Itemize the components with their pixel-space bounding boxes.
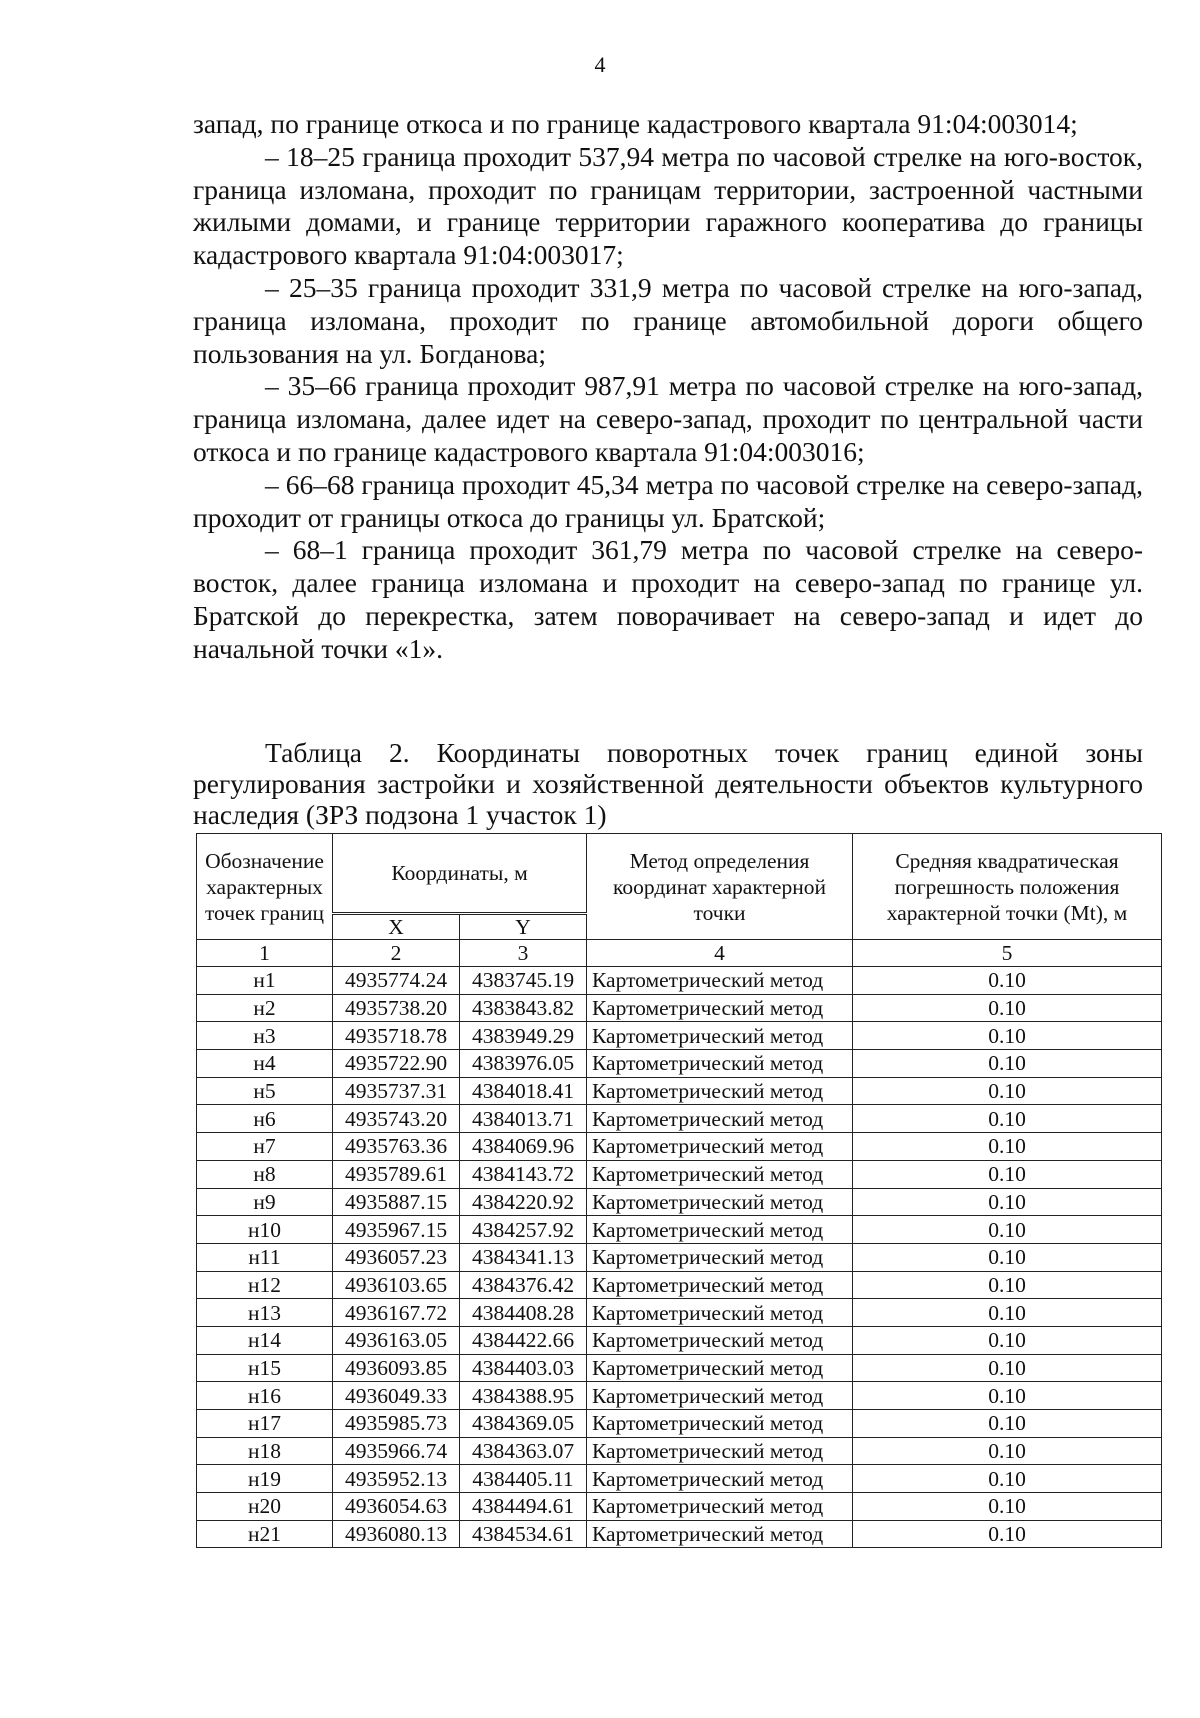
paragraph-continuation: запад, по границе откоса и по границе кадастрового квартала 91:04:003014;	[193, 108, 1078, 139]
table-row	[197, 1410, 1162, 1438]
table-row	[197, 1271, 1162, 1299]
header-coordinates: Координаты, м	[333, 834, 587, 914]
method-cell: Картометрический метод	[587, 1520, 853, 1548]
point-cell: н7	[197, 1133, 333, 1161]
method-cell: Картометрический метод	[587, 1326, 853, 1354]
y-coordinate-cell: 4384220.92	[460, 1188, 587, 1216]
method-cell: Картометрический метод	[587, 967, 853, 995]
table-body	[197, 967, 1162, 1548]
boundary-description	[193, 108, 1143, 666]
table-row	[197, 1105, 1162, 1133]
method-cell: Картометрический метод	[587, 1354, 853, 1382]
method-cell: Картометрический метод	[587, 1382, 853, 1410]
coordinates-table	[196, 833, 1162, 1548]
y-coordinate-cell: 4384376.42	[460, 1271, 587, 1299]
x-coordinate-cell: 4935763.36	[333, 1133, 460, 1161]
column-number: 3	[460, 940, 587, 967]
point-cell: н5	[197, 1077, 333, 1105]
method-cell: Картометрический метод	[587, 1050, 853, 1078]
table-row	[197, 1133, 1162, 1161]
point-cell: н14	[197, 1326, 333, 1354]
method-cell: Картометрический метод	[587, 1299, 853, 1327]
y-coordinate-cell: 4383949.29	[460, 1022, 587, 1050]
error-cell: 0.10	[853, 1465, 1162, 1493]
x-coordinate-cell: 4936093.85	[333, 1354, 460, 1382]
point-cell: н4	[197, 1050, 333, 1078]
table-row	[197, 1022, 1162, 1050]
error-cell: 0.10	[853, 1216, 1162, 1244]
point-cell: н17	[197, 1410, 333, 1438]
error-cell: 0.10	[853, 1354, 1162, 1382]
paragraph-segment-66-68: – 66–68 граница проходит 45,34 метра по часовой стрелке на северо-запад, проходит от границы откоса до границы ул. Братской;	[193, 468, 1143, 533]
y-coordinate-cell: 4384013.71	[460, 1105, 587, 1133]
error-cell: 0.10	[853, 1437, 1162, 1465]
table-row	[197, 1437, 1162, 1465]
method-cell: Картометрический метод	[587, 1105, 853, 1133]
y-coordinate-cell: 4384069.96	[460, 1133, 587, 1161]
error-cell: 0.10	[853, 1326, 1162, 1354]
x-coordinate-cell: 4936057.23	[333, 1243, 460, 1271]
x-coordinate-cell: 4936080.13	[333, 1520, 460, 1548]
table-row	[197, 1216, 1162, 1244]
header-y: Y	[460, 914, 587, 940]
x-coordinate-cell: 4935967.15	[333, 1216, 460, 1244]
error-cell: 0.10	[853, 1299, 1162, 1327]
error-cell: 0.10	[853, 1105, 1162, 1133]
table-row	[197, 1465, 1162, 1493]
error-cell: 0.10	[853, 1050, 1162, 1078]
x-coordinate-cell: 4935966.74	[333, 1437, 460, 1465]
y-coordinate-cell: 4384369.05	[460, 1410, 587, 1438]
point-cell: н15	[197, 1354, 333, 1382]
y-coordinate-cell: 4383745.19	[460, 967, 587, 995]
method-cell: Картометрический метод	[587, 1160, 853, 1188]
column-number: 2	[333, 940, 460, 967]
x-coordinate-cell: 4935722.90	[333, 1050, 460, 1078]
table-row	[197, 1050, 1162, 1078]
error-cell: 0.10	[853, 1077, 1162, 1105]
x-coordinate-cell: 4936167.72	[333, 1299, 460, 1327]
y-coordinate-cell: 4384408.28	[460, 1299, 587, 1327]
method-cell: Картометрический метод	[587, 1465, 853, 1493]
error-cell: 0.10	[853, 994, 1162, 1022]
point-cell: н9	[197, 1188, 333, 1216]
header-designation: Обозначение характерных точек границ	[197, 834, 333, 940]
error-cell: 0.10	[853, 1022, 1162, 1050]
y-coordinate-cell: 4384143.72	[460, 1160, 587, 1188]
paragraph-segment-35-66: – 35–66 граница проходит 987,91 метра по часовой стрелке на юго-запад, граница изломана, далее идет на северо-запад, проходит по центральной части откоса и по границе кадастрового квартала 91:04:003016;	[193, 370, 1143, 467]
point-cell: н3	[197, 1022, 333, 1050]
x-coordinate-cell: 4935952.13	[333, 1465, 460, 1493]
table-row	[197, 967, 1162, 995]
y-coordinate-cell: 4383843.82	[460, 994, 587, 1022]
method-cell: Картометрический метод	[587, 1493, 853, 1521]
method-cell: Картометрический метод	[587, 1243, 853, 1271]
point-cell: н8	[197, 1160, 333, 1188]
error-cell: 0.10	[853, 1493, 1162, 1521]
method-cell: Картометрический метод	[587, 1410, 853, 1438]
point-cell: н12	[197, 1271, 333, 1299]
point-cell: н1	[197, 967, 333, 995]
error-cell: 0.10	[853, 1382, 1162, 1410]
error-cell: 0.10	[853, 967, 1162, 995]
y-coordinate-cell: 4384388.95	[460, 1382, 587, 1410]
y-coordinate-cell: 4384405.11	[460, 1465, 587, 1493]
y-coordinate-cell: 4384494.61	[460, 1493, 587, 1521]
x-coordinate-cell: 4936049.33	[333, 1382, 460, 1410]
table-row	[197, 1382, 1162, 1410]
method-cell: Картометрический метод	[587, 1271, 853, 1299]
table-row	[197, 1077, 1162, 1105]
table-row	[197, 1299, 1162, 1327]
error-cell: 0.10	[853, 1243, 1162, 1271]
y-coordinate-cell: 4384363.07	[460, 1437, 587, 1465]
error-cell: 0.10	[853, 1520, 1162, 1548]
point-cell: н11	[197, 1243, 333, 1271]
y-coordinate-cell: 4384341.13	[460, 1243, 587, 1271]
y-coordinate-cell: 4384422.66	[460, 1326, 587, 1354]
error-cell: 0.10	[853, 1160, 1162, 1188]
column-number: 4	[587, 940, 853, 967]
x-coordinate-cell: 4935738.20	[333, 994, 460, 1022]
x-coordinate-cell: 4935743.20	[333, 1105, 460, 1133]
y-coordinate-cell: 4383976.05	[460, 1050, 587, 1078]
method-cell: Картометрический метод	[587, 1022, 853, 1050]
header-error: Средняя квадратическая погрешность положения характерной точки (Mt), м	[853, 834, 1162, 940]
x-coordinate-cell: 4936103.65	[333, 1271, 460, 1299]
table-row	[197, 1326, 1162, 1354]
method-cell: Картометрический метод	[587, 1133, 853, 1161]
point-cell: н2	[197, 994, 333, 1022]
table-row	[197, 1243, 1162, 1271]
x-coordinate-cell: 4935789.61	[333, 1160, 460, 1188]
paragraph-segment-25-35: – 25–35 граница проходит 331,9 метра по часовой стрелке на юго-запад, граница изломана, проходит по границе автомобильной дороги общего пользования на ул. Богданова;	[193, 271, 1143, 369]
method-cell: Картометрический метод	[587, 1437, 853, 1465]
error-cell: 0.10	[853, 1133, 1162, 1161]
table-row	[197, 1354, 1162, 1382]
x-coordinate-cell: 4936163.05	[333, 1326, 460, 1354]
header-method: Метод определения координат характерной точки	[587, 834, 853, 940]
y-coordinate-cell: 4384257.92	[460, 1216, 587, 1244]
x-coordinate-cell: 4935985.73	[333, 1410, 460, 1438]
table-row	[197, 1188, 1162, 1216]
point-cell: н16	[197, 1382, 333, 1410]
point-cell: н6	[197, 1105, 333, 1133]
x-coordinate-cell: 4935718.78	[333, 1022, 460, 1050]
point-cell: н18	[197, 1437, 333, 1465]
point-cell: н10	[197, 1216, 333, 1244]
y-coordinate-cell: 4384018.41	[460, 1077, 587, 1105]
header-x: X	[333, 914, 460, 940]
method-cell: Картометрический метод	[587, 994, 853, 1022]
y-coordinate-cell: 4384403.03	[460, 1354, 587, 1382]
table-row	[197, 994, 1162, 1022]
point-cell: н19	[197, 1465, 333, 1493]
x-coordinate-cell: 4936054.63	[333, 1493, 460, 1521]
table-caption: Таблица 2. Координаты поворотных точек границ единой зоны регулирования застройки и хозяйственной деятельности объектов культурного наследия (ЗРЗ подзона 1 участок 1)	[193, 737, 1143, 830]
table-row	[197, 1160, 1162, 1188]
table-row	[197, 1493, 1162, 1521]
x-coordinate-cell: 4935774.24	[333, 967, 460, 995]
column-number: 1	[197, 940, 333, 967]
point-cell: н21	[197, 1520, 333, 1548]
point-cell: н20	[197, 1493, 333, 1521]
method-cell: Картометрический метод	[587, 1216, 853, 1244]
table-row	[197, 1520, 1162, 1548]
error-cell: 0.10	[853, 1188, 1162, 1216]
paragraph-segment-68-1: – 68–1 граница проходит 361,79 метра по часовой стрелке на северо-восток, далее граница изломана и проходит на северо-запад по границе ул. Братской до перекрестка, затем поворачивает на северо-запад и идет до начальной точки «1».	[193, 534, 1143, 664]
x-coordinate-cell: 4935737.31	[333, 1077, 460, 1105]
error-cell: 0.10	[853, 1410, 1162, 1438]
method-cell: Картометрический метод	[587, 1188, 853, 1216]
paragraph-segment-18-25: – 18–25 граница проходит 537,94 метра по часовой стрелке на юго-восток, граница изломана, проходит по границам территории, застроенной частными жилыми домами, и границе территории гаражного кооператива до границы кадастрового квартала 91:04:003017;	[193, 140, 1143, 271]
method-cell: Картометрический метод	[587, 1077, 853, 1105]
error-cell: 0.10	[853, 1271, 1162, 1299]
point-cell: н13	[197, 1299, 333, 1327]
x-coordinate-cell: 4935887.15	[333, 1188, 460, 1216]
page-number: 4	[594, 52, 606, 77]
column-number: 5	[853, 940, 1162, 967]
y-coordinate-cell: 4384534.61	[460, 1520, 587, 1548]
